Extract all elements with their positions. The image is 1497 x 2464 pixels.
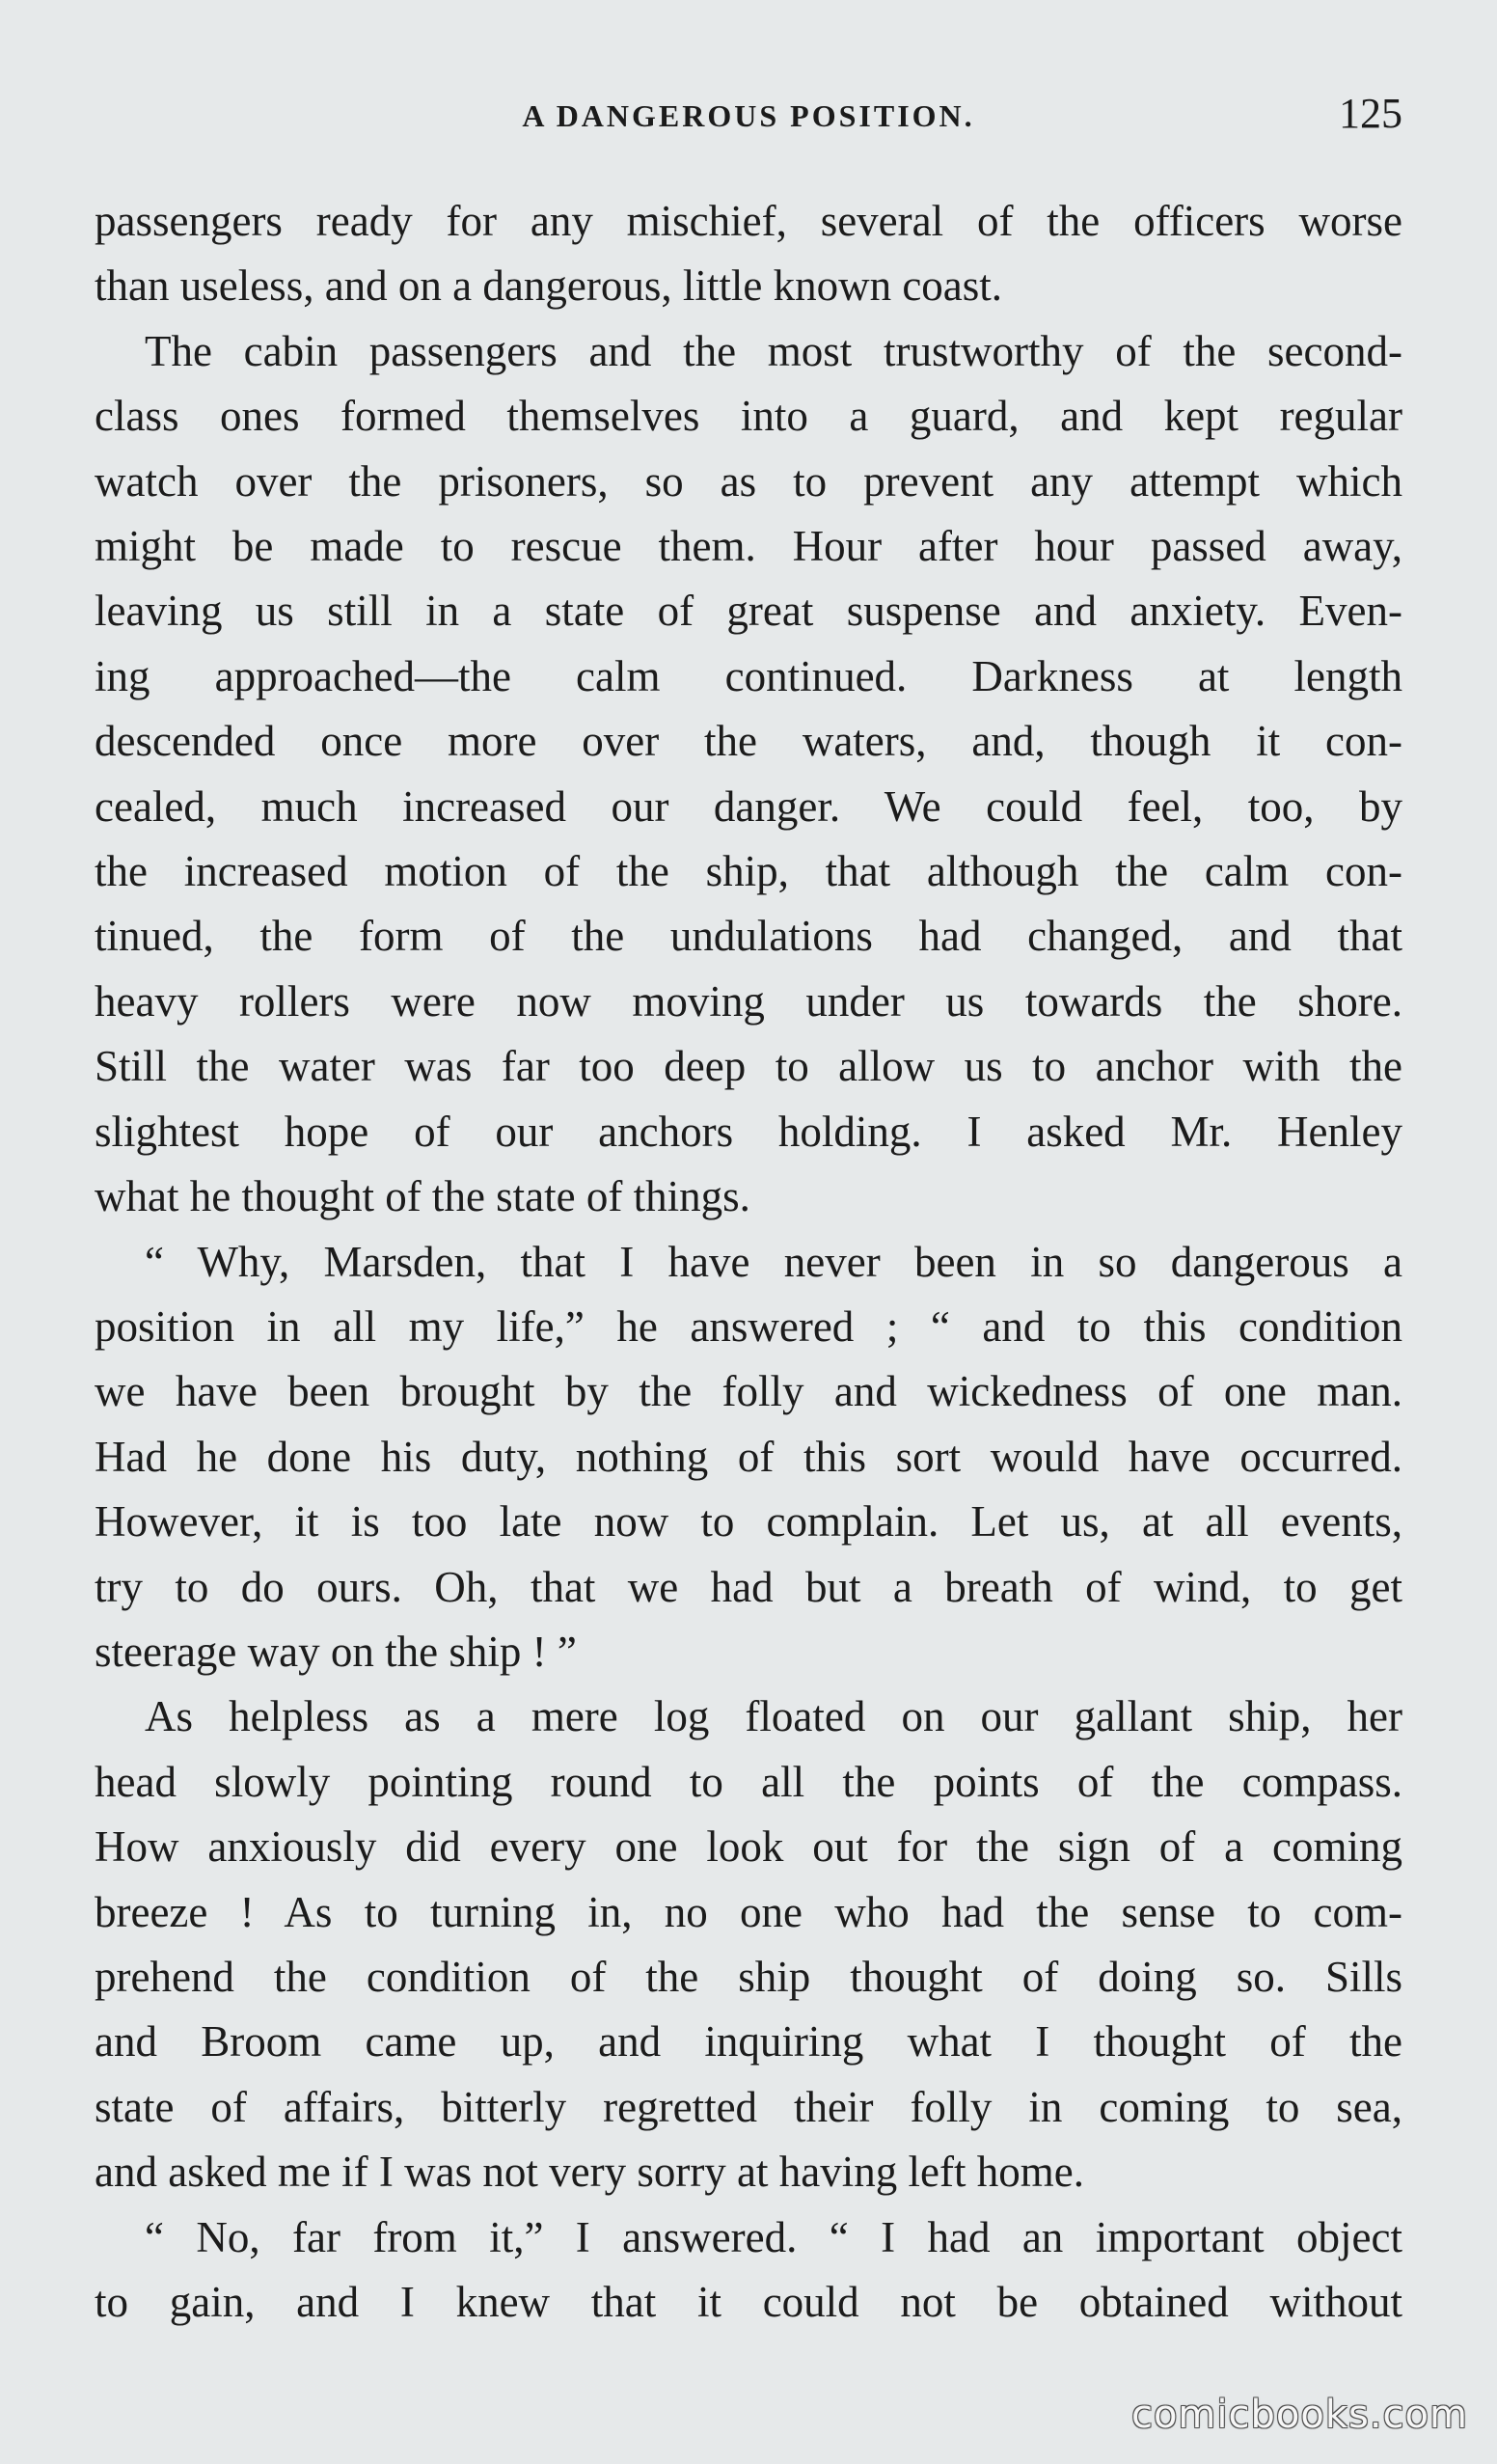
text-line: class ones formed themselves into a guard, and kept regular — [95, 392, 1402, 441]
running-title: A DANGEROUS POSITION. — [522, 98, 975, 133]
text-line: try to do ours. Oh, that we had but a breath of wind, to get — [95, 1562, 1402, 1611]
text-line: prehend the condition of the ship thought of doing so. Sills — [95, 1952, 1402, 2001]
text-line: the increased motion of the ship, that although the calm con- — [95, 847, 1402, 896]
text-line: steerage way on the ship ! ” — [95, 1627, 577, 1676]
text-line: tinued, the form of the undulations had changed, and that — [95, 912, 1402, 961]
text-line: How anxiously did every one look out for the sign of a coming — [95, 1822, 1402, 1872]
text-line: passengers ready for any mischief, several of the officers worse — [95, 197, 1402, 245]
text-line: than useless, and on a dangerous, little known coast. — [95, 261, 1003, 311]
running-head — [95, 89, 1402, 147]
text-line: The cabin passengers and the most trustworthy of the second- — [145, 326, 1402, 375]
page-number: 125 — [1339, 90, 1402, 137]
text-line: heavy rollers were now moving under us towards the shore. — [95, 976, 1402, 1026]
text-line: As helpless as a mere log floated on our gallant ship, her — [145, 1692, 1402, 1741]
text-line: However, it is too late now to complain. Let us, at all events, — [95, 1497, 1402, 1547]
text-line: leaving us still in a state of great suspense and anxiety. Even- — [95, 587, 1402, 636]
text-line: and Broom came up, and inquiring what I thought of the — [95, 2017, 1402, 2067]
text-line: what he thought of the state of things. — [95, 1172, 750, 1221]
text-line: Had he done his duty, nothing of this sort would have occurred. — [95, 1432, 1402, 1481]
text-line: we have been brought by the folly and wickedness of one man. — [95, 1367, 1402, 1416]
text-line: Still the water was far too deep to allow us to anchor with the — [95, 1042, 1402, 1091]
text-line: head slowly pointing round to all the points of the compass. — [95, 1757, 1402, 1806]
text-line: and asked me if I was not very sorry at having left home. — [95, 2148, 1084, 2197]
text-line: position in all my life,” he answered ; “ and to this condition — [95, 1301, 1402, 1351]
text-line: state of affairs, bitterly regretted their folly in coming to sea, — [95, 2082, 1402, 2131]
text-line: ing approached—the calm continued. Darkness at length — [95, 651, 1402, 700]
text-line: watch over the prisoners, so as to prevent any attempt which — [95, 456, 1402, 506]
text-line: cealed, much increased our danger. We could feel, too, by — [95, 781, 1402, 831]
text-line: descended once more over the waters, and, though it con- — [95, 717, 1402, 766]
text-line: slightest hope of our anchors holding. I asked Mr. Henley — [95, 1107, 1402, 1156]
text-line: “ Why, Marsden, that I have never been in so dangerous a — [145, 1237, 1402, 1286]
text-line: breeze ! As to turning in, no one who had the sense to com- — [95, 1887, 1402, 1936]
body-text — [95, 189, 1402, 2335]
watermark: comicbooks.com — [1130, 2393, 1468, 2437]
text-line: to gain, and I knew that it could not be obtained without — [95, 2278, 1402, 2326]
text-line: “ No, far from it,” I answered. “ I had an important object — [145, 2212, 1402, 2261]
text-line: might be made to rescue them. Hour after hour passed away, — [95, 522, 1402, 571]
